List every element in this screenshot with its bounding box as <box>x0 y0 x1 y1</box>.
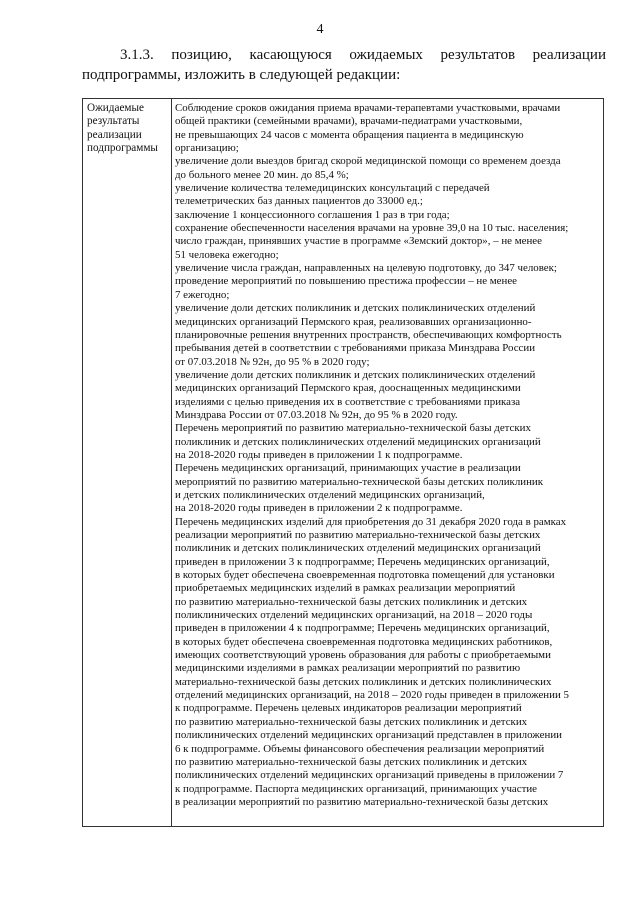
row-label-cell <box>87 102 169 155</box>
text-line: поликлиник и детских поликлинических отделений медицинских организаций <box>175 542 541 555</box>
text-line: Минздрава России от 07.03.2018 № 92н, до 95 % в 2020 году. <box>175 408 458 421</box>
text-line: пребывания детей в соответствии с требованиями приказа Минздрава России <box>175 342 536 355</box>
result-paragraph <box>175 462 601 515</box>
text-line: к подпрограмме. Перечень целевых индикаторов реализации мероприятий <box>175 702 522 715</box>
text-line: проведение мероприятий по повышению престижа профессии – не менее <box>175 275 517 288</box>
text-line: приобретаемых медицинских изделий в рамках реализации мероприятий <box>175 582 516 595</box>
result-paragraph <box>175 182 601 209</box>
text-line: по развитию материально-технической базы детских поликлиник и детских <box>175 715 528 728</box>
text-line: приведен в приложении 4 к подпрограмме; Перечень медицинских организаций, <box>175 622 550 635</box>
text-line: 51 человека ежегодно; <box>175 248 279 261</box>
text-line: Перечень медицинских организаций, принимающих участие в реализации <box>175 462 521 475</box>
text-line: поликлиник и детских поликлинических отделений медицинских организаций <box>175 435 541 448</box>
text-line: мероприятий по развитию материально-технической базы детских поликлиник <box>175 475 544 488</box>
intro-line-2: подпрограммы, изложить в следующей редакции: <box>82 67 401 83</box>
page-number: 4 <box>316 22 324 37</box>
text-line: реализации мероприятий по развитию материально-технической базы детских <box>175 529 541 541</box>
result-paragraph <box>175 209 601 222</box>
result-paragraph <box>175 262 601 275</box>
label-line: Ожидаемые <box>87 102 144 114</box>
text-line: 6 к подпрограмме. Объемы финансового обеспечения реализации мероприятий <box>175 742 545 755</box>
result-paragraph <box>175 302 601 369</box>
result-paragraph <box>175 102 601 155</box>
text-line: телеметрических баз данных пациентов до 33000 ед.; <box>175 195 423 208</box>
text-line: Соблюдение сроков ожидания приема врачами-терапевтами участковыми, врачами <box>175 102 561 114</box>
result-paragraph <box>175 275 601 302</box>
text-line: увеличение доли детских поликлиник и детских поликлинических отделений <box>175 302 536 315</box>
text-line: не превышающих 24 часов с момента обращения пациента в медицинскую <box>175 128 524 141</box>
text-line: заключение 1 концессионного соглашения 1 раз в три года; <box>175 208 450 221</box>
text-line: Перечень медицинских изделий для приобретения до 31 декабря 2020 года в рамках <box>175 515 567 528</box>
intro-paragraph <box>82 45 606 85</box>
text-line: увеличение числа граждан, направленных на целевую подготовку, до 347 человек; <box>175 262 557 275</box>
text-line: планировочные решения внутренних пространств, обеспечивающих комфортность <box>175 328 562 341</box>
intro-line-1: 3.1.3. позицию, касающуюся ожидаемых результатов реализации <box>120 47 606 63</box>
text-line: в которых будет обеспечена своевременная подготовка помещений для установки <box>175 569 555 582</box>
text-line: медицинских организаций Пермского края, реализовавших организационно- <box>175 315 532 328</box>
text-line: по развитию материально-технической базы детских поликлиник и детских <box>175 595 528 608</box>
text-line: на 2018-2020 годы приведен в приложении 1 к подпрограмме. <box>175 448 463 461</box>
text-line: 7 ежегодно; <box>175 288 230 301</box>
text-line: организацию; <box>175 142 239 155</box>
text-line: приведен в приложении 3 к подпрограмме; Перечень медицинских организаций, <box>175 555 550 568</box>
text-line: сохранение обеспеченности населения врачами на уровне 39,0 на 10 тыс. населения; <box>175 222 569 235</box>
text-line: поликлинических отделений медицинских организаций представлен в приложении <box>175 729 562 742</box>
text-line: имеющих соответствующий уровень образования для работы с приобретаемыми <box>175 649 551 662</box>
result-paragraph <box>175 369 601 422</box>
result-paragraph <box>175 222 601 235</box>
text-line: и детских поликлинических отделений медицинских организаций, <box>175 488 485 501</box>
text-line: медицинских организаций Пермского края, дооснащенных медицинскими <box>175 382 521 395</box>
text-line: увеличение доли детских поликлиник и детских поликлинических отделений <box>175 368 536 381</box>
text-line: по развитию материально-технической базы детских поликлиник и детских <box>175 755 528 768</box>
text-line: число граждан, принявших участие в программе «Земский доктор», – не менее <box>175 235 542 248</box>
text-line: поликлинических отделений медицинских организаций, на 2018 – 2020 годы <box>175 609 533 622</box>
text-line: медицинскими изделиями в рамках реализации мероприятий по развитию <box>175 662 521 675</box>
text-line: до больного менее 20 мин. до 85,4 %; <box>175 168 349 181</box>
text-line: поликлинических отделений медицинских организаций приведены в приложении 7 <box>175 769 564 782</box>
text-line: в которых будет обеспечена своевременная подготовка медицинских работников, <box>175 635 553 648</box>
text-line: материально-технической базы детских поликлиник и детских поликлинических <box>175 675 552 688</box>
text-line: изделиями с целью приведения их в соответствие с требованиями приказа <box>175 395 521 408</box>
row-content-cell <box>175 102 601 809</box>
expected-results-table <box>82 98 604 827</box>
text-line: увеличение количества телемедицинских консультаций с передачей <box>175 182 490 195</box>
label-line: реализации <box>87 128 142 141</box>
text-line: Перечень мероприятий по развитию материально-технической базы детских <box>175 422 531 435</box>
text-line: от 07.03.2018 № 92н, до 95 % в 2020 году; <box>175 355 370 368</box>
column-divider <box>171 99 172 826</box>
text-line: на 2018-2020 годы приведен в приложении 2 к подпрограмме. <box>175 502 463 515</box>
result-paragraph <box>175 235 601 262</box>
text-line: отделений медицинских организаций, на 2018 – 2020 годы приведен в приложении 5 <box>175 689 569 702</box>
result-paragraph <box>175 422 601 462</box>
result-paragraph <box>175 516 601 810</box>
text-line: к подпрограмме. Паспорта медицинских организаций, принимающих участие <box>175 782 538 795</box>
label-line: подпрограммы <box>87 141 158 154</box>
text-line: увеличение доли выездов бригад скорой медицинской помощи со временем доезда <box>175 155 561 168</box>
text-line: в реализации мероприятий по развитию материально-технической базы детских <box>175 795 549 808</box>
text-line: общей практики (семейными врачами), врачами-педиатрами участковыми, <box>175 115 523 128</box>
result-paragraph <box>175 155 601 182</box>
label-line: результаты <box>87 115 140 128</box>
